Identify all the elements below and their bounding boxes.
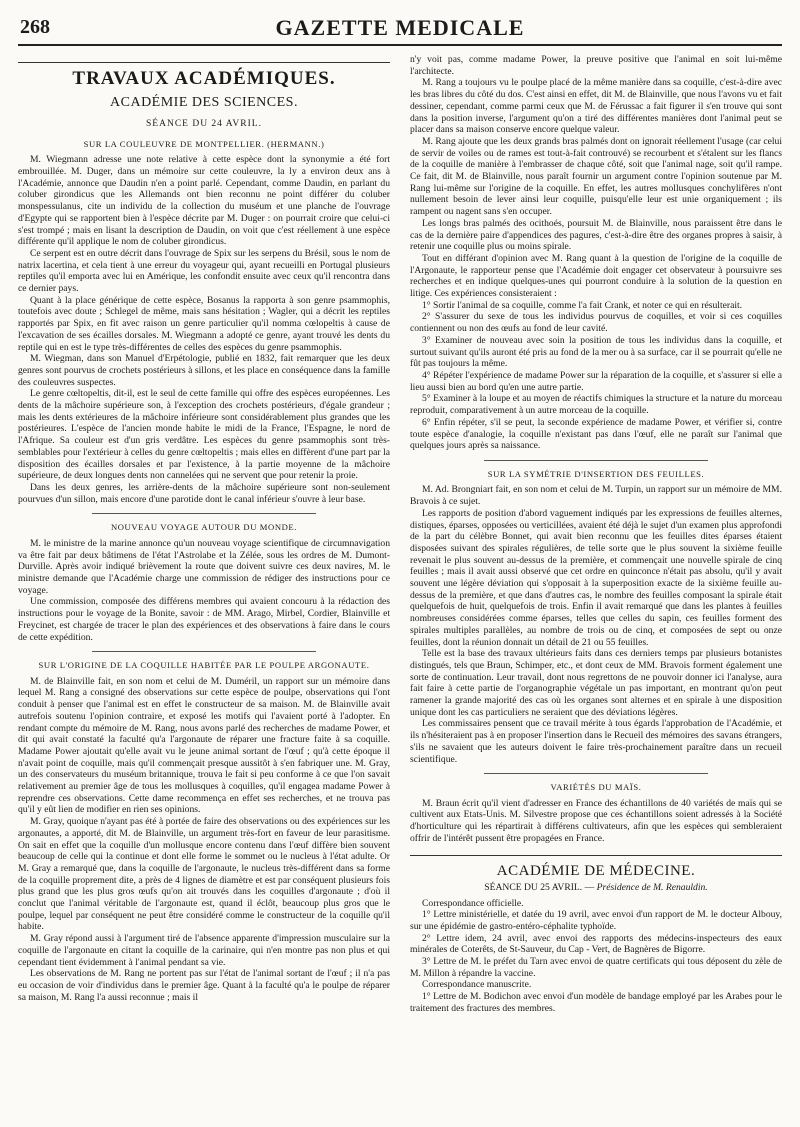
article-body bbox=[18, 538, 390, 643]
paragraph: M. Ad. Brongniart fait, en son nom et celui de M. Turpin, un rapport sur un mémoire de MM. Bravois à ce sujet. bbox=[410, 484, 782, 508]
paragraph: Les observations de M. Rang ne portent pas sur l'état de l'animal sortant de l'œuf ; il n'a pas eu occasion de voir d'individus dans le premier âge. Quant à la faculté qu'a le poulpe de réparer sa maison, M. Rang l'a aussi reconnue ; mais il bbox=[18, 968, 390, 1003]
paragraph: Quant à la place générique de cette espèce, Bosanus la rapporta à son genre psammophis, toutefois avec doute ; Schlegel de même, mais sans hésitation ; Wagler, qui a décrit les reptiles rapportés par Spix, en fit avec raison un genre particulier qu'il nomma cœlopeltis à cause de l'excavation de ses écailles dorsales. M. Wiegmann a adopté ce genre, ayant trouvé les dents du reptile qui en est le type très-différentes de celles des espèces du genre psammophis. bbox=[18, 294, 390, 353]
paragraph: Correspondance officielle. bbox=[422, 897, 524, 909]
divider bbox=[484, 460, 707, 461]
divider bbox=[92, 513, 315, 514]
paragraph: M. Gray, quoique n'ayant pas été à portée de faire des observations ou des expériences sur les argonautes, a apporté, dit M. de Blainville, un argument très-fort en faveur de leur parasitisme. On sait en effet que la coquille d'un mollusque encore contenu dans l'œuf diffère bien souvent beaucoup de celle qui la continue et dont elle forme le sommet ou le nucleus à l'état adulte. Or M. Gray a remarqué que, dans la coquille de l'argonaute, le nucleus très-différent dans sa forme de la coquille proprement dite, a près de 4 lignes de diamètre et est par conséquent plusieurs fois plus grand que les plus gros œufs qu'on ait trouvés dans les coquilles d'argonaute ; d'où il conclut que l'animal véritable de l'argonaute est, quand il éclôt, beaucoup plus gros que le poulpe, lequel par conséquent ne peut être considéré comme le constructeur de la coquille qu'il habite. bbox=[18, 816, 390, 933]
article-body bbox=[410, 798, 782, 845]
section-subtitle: ACADÉMIE DES SCIENCES. bbox=[110, 95, 298, 111]
paragraph: Les commissaires pensent que ce travail mérite à tous égards l'approbation de l'Académie, et ils n'hésiteraient pas à en proposer l'insertion dans le Recueil des mémoires des savans étrangers, s'ils ne savaient que les auteurs doivent le faire très-prochainement paraître dans un recueil scientifique. bbox=[410, 718, 782, 765]
article-body bbox=[18, 154, 390, 505]
paragraph: M. Gray répond aussi à l'argument tiré de l'absence apparente d'impression musculaire sur la coquille de l'argonaute en citant la coquille de la carinaire, qui n'en montre pas non plus et qui cependant tient évidemment à l'animal pendant sa vie. bbox=[18, 933, 390, 968]
paragraph: Le genre cœltopeltis, dit-il, est le seul de cette famille qui offre des espèces européennes. Les dents de la mâchoire supérieure son, à l'exception des crochets postérieurs, d'égale grandeur ; mais les dents extérieures de la mâchoire inférieure sont considérablement plus grandes que les postérieures. L'espèce de l'ancien monde habite le midi de la France, l'Espagne, le nord de l'Afrique. Sa couleur est d'un gris verdâtre. Les espèces du genre psammophis sont très-semblables pour l'extérieur à celles du genre cœltopeltis ; mais elles en diffèrent d'une part par la disposition des écailles dorsales et par l'existence, à la partie moyenne de la mâchoire supérieure, de deux longues dents non cannelées qui ne servent que pour retenir la proie. bbox=[18, 388, 390, 482]
paragraph: 1° Lettre de M. Bodichon avec envoi d'un modèle de bandage employé par les Arabes pour le traitement des fractures des membres. bbox=[410, 991, 782, 1014]
paragraph: 5° Examiner à la loupe et au moyen de réactifs chimiques la structure et la nature du morceau reproduit, comparativement à un autre morceau de la coquille. bbox=[410, 393, 782, 417]
seance-label: SÉANCE DU 25 AVRIL. — bbox=[484, 881, 597, 893]
paragraph: 3° Examiner de nouveau avec soin la position de tous les individus dans la coquille, et surtout suivant qu'ils auront été pris au fond de la mer ou à sa surface, car il se pourrait qu'elle ne fût pas toujours la même. bbox=[410, 334, 782, 370]
paragraph: Correspondance manuscrite. bbox=[422, 979, 532, 991]
section-title: TRAVAUX ACADÉMIQUES. bbox=[18, 62, 390, 90]
article-body bbox=[410, 484, 782, 765]
paragraph: 4° Répéter l'expérience de madame Power sur la réparation de la coquille, et s'assurer si elle a lieu aussi bien au bord qu'en une autre partie. bbox=[410, 369, 782, 393]
paragraph: M. Wiegman, dans son Manuel d'Erpétologie, publié en 1832, fait remarquer que les deux genres sont pourvus de crochets postérieurs à sillons, et les place en conséquence dans la famille des couleuvres suspectes. bbox=[18, 353, 390, 388]
paragraph: M. Rang a toujours vu le poulpe placé de la même manière dans sa coquille, c'est-à-dire avec les bras libres du côté du dos. C'est ainsi en effet, dit M. de Blainville, que nous l'avons vu et fait dessiner, cependant, comme parmi ceux que M. de Férussac a fait figurer il s'en trouve qui sont dans la position inverse, l'argument qu'on a tiré des différentes manières dont l'animal peut se placer dans sa maison conserve encore quelque valeur. bbox=[410, 77, 782, 136]
paragraph: 6° Enfin répéter, s'il se peut, la seconde expérience de madame Power, et vérifier si, contre toute espèce d'analogie, la coquille n'existant pas dans l'œuf, elle ne paraît sur l'animal que quelques jours après sa naissance. bbox=[410, 416, 782, 452]
paragraph: 1° Lettre ministérielle, et datée du 19 avril, avec envoi d'un rapport de M. le docteur Albouy, sur une épidémie de gastro-entéro-céphalite typhoïde. bbox=[410, 909, 782, 932]
divider bbox=[92, 651, 315, 652]
article-heading: NOUVEAU VOYAGE AUTOUR DU MONDE. bbox=[110, 522, 298, 533]
left-column bbox=[18, 54, 390, 1118]
paragraph: Telle est la base des travaux ultérieurs faits dans ces derniers temps par plusieurs botanistes distingués, tels que Braun, Schimper, etc., et dont ceux de MM. Bravois forment également une sorte de continuation. Leur travail, dont nous regrettons de ne pouvoir donner ici l'analyse, aura fait faire à cette partie de l'organographie végétale un pas important, en montrant qu'on peut ramener la grande majorité des cas où les organes sont alternes et en spirale à une disposition unique dont les cas particuliers ne seraient que des déviations légères. bbox=[410, 648, 782, 718]
right-column bbox=[410, 54, 782, 1118]
columns bbox=[18, 54, 782, 1118]
paragraph: Les rapports de position d'abord vaguement indiqués par les expressions de feuilles alternes, distiques, éparses, opposées ou verticillées, avaient été déjà le sujet d'un examen plus approfondi de la part du célèbre Bonnet, qui avait bien reconnu que les feuilles dites éparses étaient disposées suivant des spirales régulières, de telle sorte que le plus souvent la sixième feuille revenait le plus souvent au-dessus de la première, et commençait une nouvelle spirale de cinq feuilles ; mais il avait aussi observé que cet ordre en quinconce n'était pas absolu, qu'il y avait souvent une légère déviation qui s'opposait à la superposition exacte de la sixième feuille au-dessus de la première, et que dans d'autres cas, le nombre des feuilles composant la spirale était quelquefois de huit, quelquefois de trois. Enfin il avait remarqué que dans les plantes à feuilles nombreuses considérées comme éparses, telles que celles du sapin, ces feuilles forment des spirales multiples parallèles, au nombre de trois ou de cinq, et composées de sept ou onze feuilles, dont la réunion donnait un détail de 21 ou 55 feuilles. bbox=[410, 507, 782, 648]
article-body bbox=[410, 898, 782, 1015]
article-heading: SUR LA COULEUVRE DE MONTPELLIER. (HERMANN.) bbox=[83, 138, 325, 149]
page-header bbox=[18, 14, 782, 46]
paragraph: M. de Blainville fait, en son nom et celui de M. Duméril, un rapport sur un mémoire dans lequel M. Rang a consigné des observations sur cette espèce de poulpe, observations qui l'ont conduit à penser que l'animal est en effet le constructeur de sa maison. M. de Blainville avait autrefois soutenu l'opinion contraire, et exposé les motifs qui l'avaient porté à l'adopter. En rendant compte du mémoire de M. Rang, nous avons parlé des recherches de madame Power, et dit qui avait constaté la faculté qu'a l'argonaute de réparer une fracture faite à sa coquille. Madame Power ajoutait qu'elle avait vu le jeune animal sortant de l'œuf ; qu'à cette époque il n'avait point de coquille, mais qu'il commençait presque aussitôt à s'en fabriquer une. M. Gray, un des conservateurs du muséum britannique, trouva le fait si peu conforme à ce que l'on savait relativement au premier âge de tous les mollusques à coquilles, qu'il engagea madame Power à reprendre ces observations. Cette dame recommença en effet ses recherches, et ne trouva pas qu'il y eût lien de modifier en rien ses opinions. bbox=[18, 675, 390, 816]
paragraph: 1° Sortir l'animal de sa coquille, comme l'a fait Crank, et noter ce qui en résulterait. bbox=[422, 299, 743, 311]
paragraph: Dans les deux genres, les arrière-dents de la mâchoire supérieure sont non-seulement pourvues d'un sillon, mais encore d'une parotide dont le canal inférieur s'ouvre à leur base. bbox=[18, 482, 390, 505]
presidence: Présidence de M. Renauldin. bbox=[596, 881, 708, 893]
paragraph: n'y voit pas, comme madame Power, la preuve positive que l'animal en soit lui-même l'architecte. bbox=[410, 54, 782, 77]
paragraph: 2° S'assurer du sexe de tous les individus pourvus de coquilles, et voir si ces coquilles contiennent ou non des œufs au fond de leur cavité. bbox=[410, 311, 782, 335]
journal-title: GAZETTE MEDICALE bbox=[275, 15, 525, 40]
divider bbox=[484, 773, 707, 774]
paragraph: Les longs bras palmés des ocithoés, poursuit M. de Blainville, nous paraissent être dans le cas de la dernière paire d'appendices des pagures, c'est-à-dire être des organes propres à saisir, à retenir une coquille plus ou moins spirale. bbox=[410, 217, 782, 253]
article-heading: SUR L'ORIGINE DE LA COQUILLE HABITÉE PAR LE POULPE ARGONAUTE. bbox=[38, 660, 370, 671]
paragraph: 3° Lettre de M. le préfet du Tarn avec envoi de quatre certificats qui tous déposent du zèle de M. Millon à répandre la vaccine. bbox=[410, 956, 782, 979]
paragraph: M. le ministre de la marine annonce qu'un nouveau voyage scientifique de circumnavigation va être fait par deux bâtimens de l'état l'Astrolabe et la Zélée, sous les ordres de M. Dumont-Durville. Après avoir indiqué brièvement la route que doivent suivre ces deux navires, M. le ministre demande que l'Académie charge une commission de rédiger des instructions pour ce voyage. bbox=[18, 537, 390, 596]
article-heading: VARIÉTÉS DU MAÏS. bbox=[550, 782, 642, 793]
paragraph: Tout en différant d'opinion avec M. Rang quant à la question de l'origine de la coquille de l'Argonaute, le rapporteur pense que l'Académie doit engager cet observateur à poursuivre ses recherches et en indique quelques-unes qui pourront conduire à la solution de la question en litige. Ces expériences consisteraient : bbox=[410, 252, 782, 300]
paragraph: M. Wiegmann adresse une note relative à cette espèce dont la synonymie a été fort embrouillée. M. Duger, dans un mémoire sur cette couleuvre, la ly a environ deux ans à l'Académie, annonce que Daudin n'en a point parlé. Cependant, comme Daudin, en parlant du coluber girondicus que les Allemands ont bien reconnu ne point différer du coluber monspessulanus, cite un individu de la collection du muséum et une planche de l'ouvrage d'Egypte qui se rapportent bien à l'espèce décrite par M. Duger : on pourrait croire que celui-ci s'est trompé ; mais en lisant la description de Daudin, on voit que c'est réellement à une espèce différente qu'il applique le nom de coluber girondicus. bbox=[18, 154, 390, 248]
section-title-medecine: ACADÉMIE DE MÉDECINE. bbox=[410, 855, 782, 880]
article-body bbox=[18, 676, 390, 1004]
seance-date bbox=[410, 882, 782, 894]
article-heading: SUR LA SYMÉTRIE D'INSERTION DES FEUILLES. bbox=[487, 468, 705, 479]
page-number: 268 bbox=[20, 16, 50, 38]
paragraph: 2° Lettre idem, 24 avril, avec envoi des rapports des médecins-inspecteurs des eaux minérales de Coterêts, de St-Sauveur, du Cap - Vert, de Bagnères de Bigorre. bbox=[410, 932, 782, 956]
paragraph: Une commission, composée des différens membres qui avaient concouru à la rédaction des instructions pour le voyage de la Bonite, savoir : de MM. Arago, Mirbel, Cordier, Blainville et Freycinet, est chargée de tracer le plan des expériences et des observations à faire dans le cours de cette expédition. bbox=[18, 596, 390, 643]
seance-date: SÉANCE DU 24 AVRIL. bbox=[146, 119, 262, 130]
paragraph: M. Braun écrit qu'il vient d'adresser en France des échantillons de 40 variétés de maïs qui se cultivent aux Etats-Unis. M. Silvestre propose que ces échantillons soient adressés à la Société d'horticulture qui les répartirait à différens cultivateurs, afin que les espèces qui sembleraient offrir de l'intérêt pussent être propagées en France. bbox=[410, 797, 782, 844]
article-body bbox=[410, 54, 782, 452]
paragraph: Ce serpent est en outre décrit dans l'ouvrage de Spix sur les serpens du Brésil, sous le nom de natrix lacertina, et cela tient à une erreur du voyageur qui, ayant recueilli en Portugal plusieurs reptiles qu'il emporta avec lui en Amérique, les confondit ensuite avec ceux qu'il rencontra dans ce dernier pays. bbox=[18, 247, 390, 295]
paragraph: M. Rang ajoute que les deux grands bras palmés dont on ignorait réellement l'usage (car celui de servir de voiles ou de rames est tout-à-fait controuvé) se recourbent et s'étalent sur les flancs de la coquille de manière à l'embrasser de chaque côté, soit que l'animal nage, soit qu'il rampe. Ce fait, dit M. de Blainville, nous paraît fournir un argument contre l'opinion soutenue par M. Rang lui-même sur l'origine de la coquille. En effet, les autres mollusques conchylifères n'ont nullement besoin de lever ainsi leur coquille, puisqu'elle leur est unie organiquement ; ils rampent ou nagent sans s'en occuper. bbox=[410, 135, 782, 218]
